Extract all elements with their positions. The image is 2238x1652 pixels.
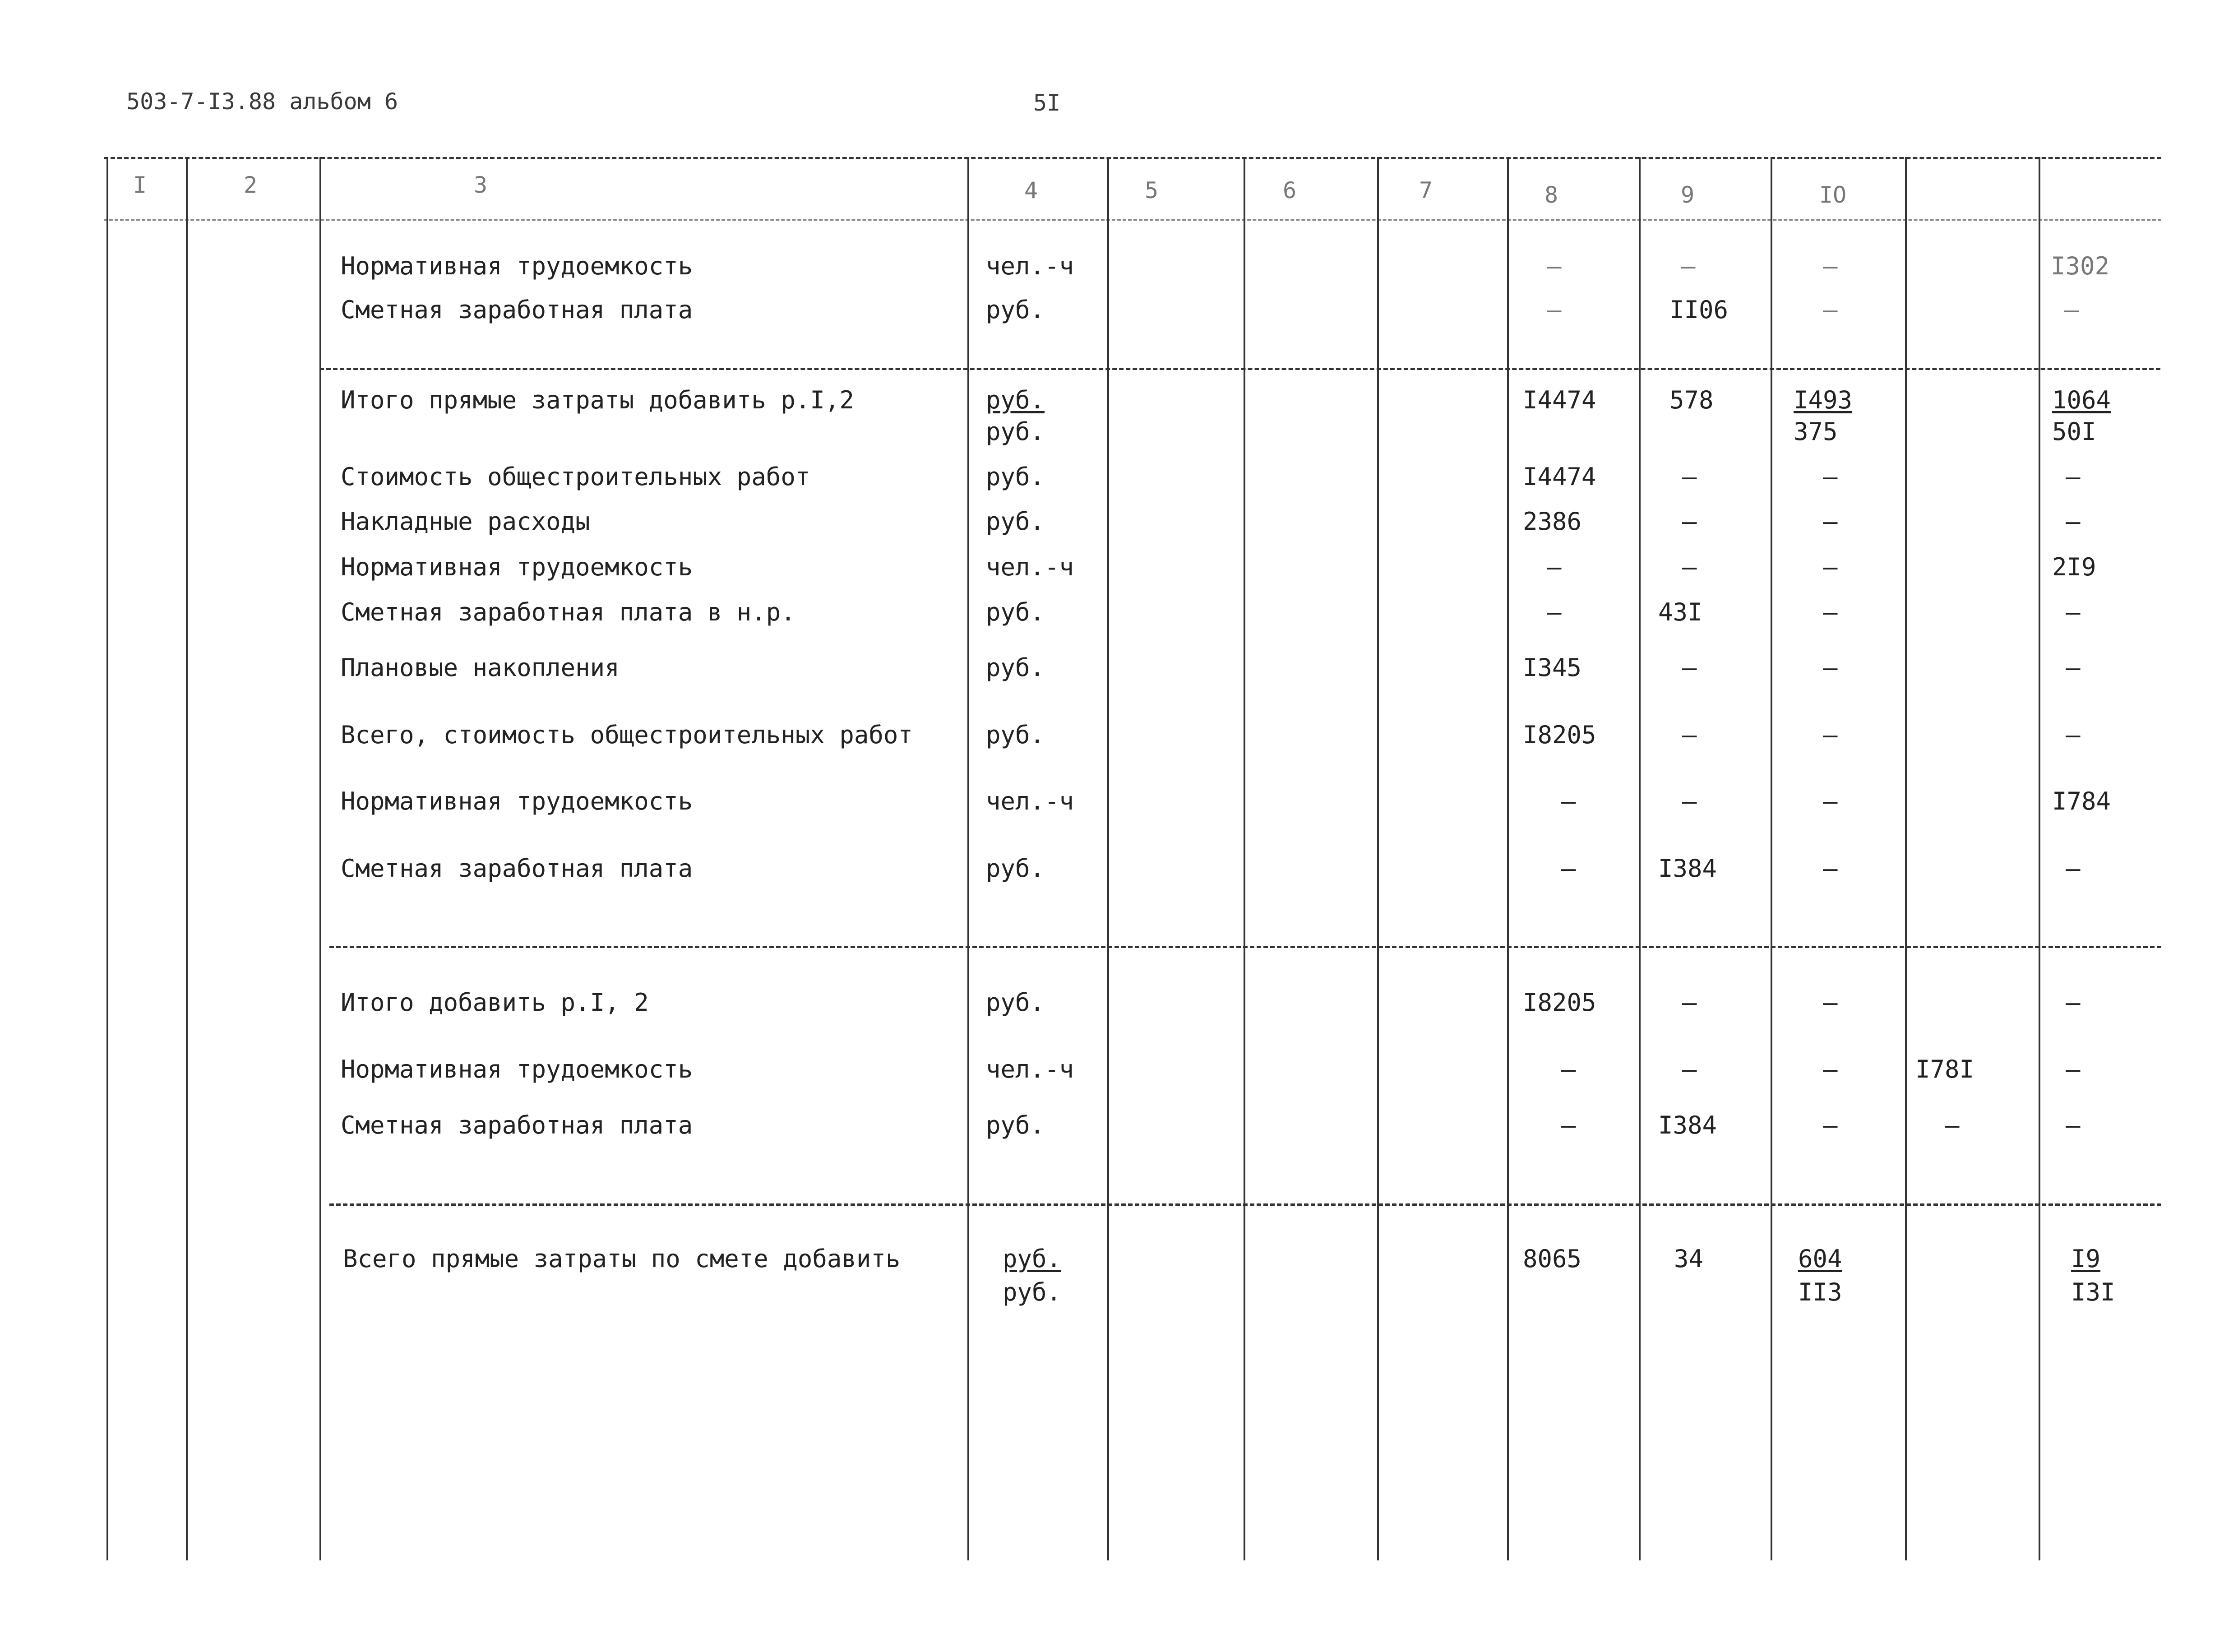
- row-description: Всего, стоимость общестроительных работ: [341, 721, 913, 749]
- cell-col8: –: [1547, 296, 1562, 324]
- cell-col10-numerator: 604: [1798, 1245, 1842, 1273]
- cell-col9: 34: [1674, 1245, 1704, 1273]
- row-description: Нормативная трудоемкость: [341, 1055, 693, 1083]
- cell-col11: I78I: [1915, 1055, 1974, 1083]
- cell-col12: 2I9: [2052, 553, 2096, 581]
- column-number: 8: [1544, 182, 1558, 208]
- cell-col12: –: [2066, 1111, 2081, 1139]
- cell-col8: I4474: [1523, 386, 1596, 414]
- cell-col12-denominator: 50I: [2052, 417, 2096, 446]
- row-unit: руб.: [986, 296, 1045, 324]
- cell-col12: I784: [2052, 787, 2111, 815]
- cell-col8: I8205: [1523, 721, 1596, 749]
- cell-col10: –: [1823, 252, 1838, 280]
- row-unit: руб.: [986, 1111, 1045, 1139]
- cell-col8: –: [1561, 1111, 1576, 1139]
- row-description: Сметная заработная плата: [341, 296, 693, 324]
- cell-col8: 8065: [1523, 1245, 1582, 1273]
- cell-col8: –: [1547, 553, 1562, 581]
- row-unit: руб.: [986, 653, 1045, 682]
- column-number: 5: [1144, 177, 1159, 204]
- cell-col10: –: [1823, 721, 1838, 749]
- cell-col10-denominator: 375: [1794, 417, 1838, 446]
- cell-col12: –: [2066, 1055, 2081, 1083]
- cell-col9: –: [1682, 787, 1697, 815]
- cell-col8: I8205: [1523, 988, 1596, 1017]
- cell-col8: I4474: [1523, 463, 1596, 491]
- cell-col12-denominator: I3I: [2071, 1278, 2115, 1306]
- row-description: Всего прямые затраты по смете добавить: [343, 1245, 901, 1273]
- document-code: 503-7-I3.88 альбом 6: [126, 88, 398, 115]
- column-number: 6: [1282, 177, 1297, 204]
- cell-col10: –: [1823, 507, 1838, 536]
- cell-col8: I345: [1523, 653, 1582, 682]
- cell-col9: –: [1682, 507, 1697, 536]
- cell-col9: 578: [1669, 386, 1714, 414]
- cell-col10: –: [1823, 653, 1838, 682]
- section-separator: [329, 1203, 2161, 1206]
- row-description: Сметная заработная плата в н.р.: [341, 598, 795, 626]
- cell-col10: –: [1823, 553, 1838, 581]
- cell-col12: –: [2066, 507, 2081, 536]
- row-description: Итого прямые затраты добавить р.I,2: [341, 386, 854, 414]
- cell-col10-denominator: II3: [1798, 1278, 1842, 1306]
- row-unit: руб.: [986, 721, 1045, 749]
- row-description: Плановые накопления: [341, 653, 620, 682]
- column-line: [106, 157, 108, 1560]
- row-unit: руб.: [986, 854, 1045, 883]
- row-unit: руб.: [986, 598, 1045, 626]
- cell-col9: 43I: [1658, 598, 1702, 626]
- page-number: 5I: [1033, 90, 1061, 116]
- cell-col8: –: [1561, 854, 1576, 883]
- row-unit: руб.: [986, 507, 1045, 536]
- cell-col8: –: [1561, 1055, 1576, 1083]
- cell-col12: I302: [2051, 252, 2110, 280]
- cell-col9: –: [1682, 553, 1697, 581]
- column-number: 7: [1419, 177, 1433, 204]
- section-separator: [329, 946, 2161, 948]
- cell-col12-numerator: 1064: [2052, 386, 2111, 414]
- row-description: Стоимость общестроительных работ: [341, 463, 810, 491]
- cell-col11: –: [1945, 1111, 1960, 1139]
- cell-col10: –: [1823, 463, 1838, 491]
- cell-col12: –: [2066, 854, 2081, 883]
- cell-col9: –: [1681, 252, 1696, 280]
- cell-col12: –: [2066, 721, 2081, 749]
- cell-col9: I384: [1658, 1111, 1717, 1139]
- cell-col8: –: [1547, 598, 1562, 626]
- row-description: Нормативная трудоемкость: [341, 787, 693, 815]
- row-unit: чел.-ч: [986, 553, 1074, 581]
- cell-col12: –: [2066, 598, 2081, 626]
- cell-col9: –: [1682, 988, 1697, 1017]
- cell-col9: I384: [1658, 854, 1717, 883]
- cell-col12: –: [2066, 988, 2081, 1017]
- cell-col10: –: [1823, 787, 1838, 815]
- section-separator: [319, 368, 2160, 370]
- cell-col9: –: [1682, 463, 1697, 491]
- cell-col10: –: [1823, 598, 1838, 626]
- cell-col12-numerator: I9: [2071, 1245, 2101, 1273]
- column-number: 4: [1024, 177, 1038, 204]
- cell-col9: –: [1682, 721, 1697, 749]
- cell-col10: –: [1823, 1111, 1838, 1139]
- cell-col9: II06: [1669, 296, 1729, 324]
- cell-col10: –: [1823, 854, 1838, 883]
- row-description: Нормативная трудоемкость: [341, 252, 693, 280]
- row-unit: руб.: [986, 463, 1045, 491]
- cell-col12: –: [2066, 463, 2081, 491]
- cell-col12: –: [2066, 653, 2081, 682]
- cell-col10: –: [1823, 296, 1838, 324]
- header-bottom-line: [104, 219, 2161, 221]
- cell-col10: –: [1823, 988, 1838, 1017]
- row-description: Сметная заработная плата: [341, 854, 693, 883]
- row-description: Сметная заработная плата: [341, 1111, 693, 1139]
- table-top-line: [104, 157, 2161, 159]
- row-unit: руб.: [1003, 1245, 1062, 1273]
- row-unit-secondary: руб.: [986, 417, 1045, 446]
- row-unit: руб.: [986, 386, 1045, 414]
- cell-col12: –: [2064, 296, 2079, 324]
- cell-col9: –: [1682, 653, 1697, 682]
- column-line: [186, 157, 188, 1560]
- cell-col10: –: [1823, 1055, 1838, 1083]
- row-description: Нормативная трудоемкость: [341, 553, 693, 581]
- cell-col8: 2386: [1523, 507, 1582, 536]
- row-unit: чел.-ч: [986, 787, 1074, 815]
- column-number: 3: [473, 172, 488, 198]
- cell-col10-numerator: I493: [1794, 386, 1853, 414]
- column-number: IO: [1819, 182, 1847, 208]
- column-number: 2: [243, 172, 258, 198]
- cell-col8: –: [1547, 252, 1562, 280]
- row-unit: чел.-ч: [986, 1055, 1074, 1083]
- row-unit: руб.: [986, 988, 1045, 1017]
- row-description: Итого добавить р.I, 2: [341, 988, 649, 1017]
- column-number: 9: [1680, 182, 1695, 208]
- column-number: I: [133, 172, 147, 198]
- cell-col9: –: [1682, 1055, 1697, 1083]
- row-unit-secondary: руб.: [1003, 1278, 1062, 1306]
- row-description: Накладные расходы: [341, 507, 590, 536]
- row-unit: чел.-ч: [986, 252, 1074, 280]
- cell-col8: –: [1561, 787, 1576, 815]
